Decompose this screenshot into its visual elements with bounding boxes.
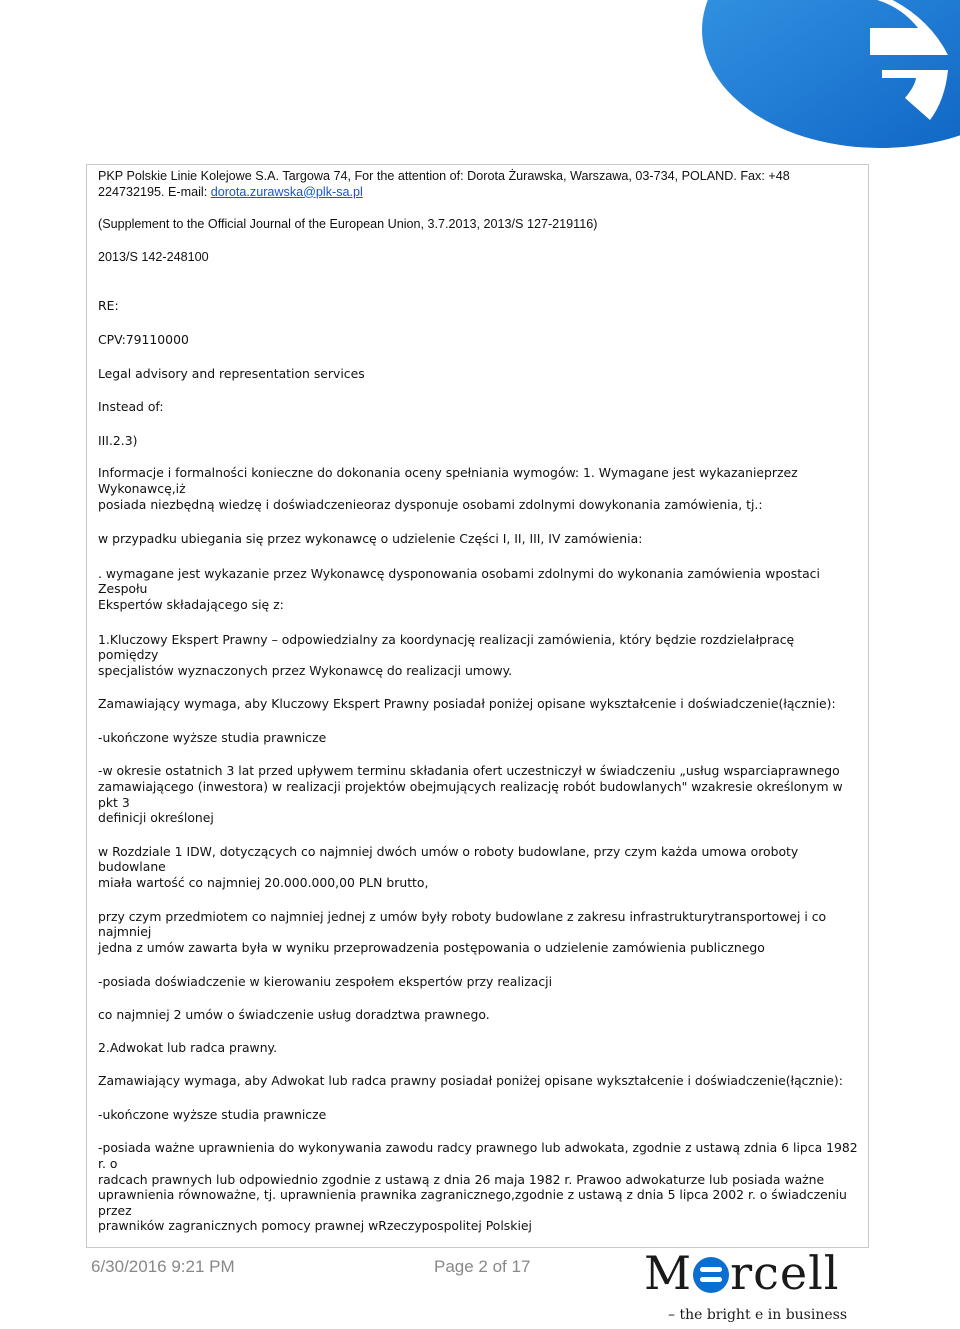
- paragraph-line: definicji określonej: [98, 810, 214, 826]
- footer-page-number: Page 2 of 17: [434, 1257, 531, 1276]
- paragraph-line: posiada niezbędną wiedzę i doświadczenieoraz dysponuje osobami zdolnymi dowykonania zamówienia, tj.:: [98, 496, 763, 512]
- instead-of-label: Instead of:: [98, 399, 164, 415]
- brand-e-icon: [693, 1257, 729, 1293]
- paragraph: [98, 1073, 858, 1089]
- paragraph: [98, 763, 858, 825]
- paragraph-line: co najmniej 2 umów o świadczenie usług doradztwa prawnego.: [98, 1007, 490, 1022]
- brand-wordmark-m: M: [644, 1246, 693, 1300]
- brand-tagline: – the bright e in business: [668, 1307, 848, 1323]
- requirements-text: [98, 465, 858, 1248]
- paragraph-line: zamawiającego (inwestora) w realizacji projektów obejmujących realizację robót budowlanych" wzakresie określonym w pkt 3: [98, 779, 843, 810]
- brand-name: [644, 1246, 840, 1300]
- paragraph: [98, 696, 858, 712]
- paragraph-line: jedna z umów zawarta była w wyniku przeprowadzenia postępowania o udzielenie zamówienia publicznego: [98, 939, 765, 955]
- brand-wordmark-rest: rcell: [730, 1246, 840, 1300]
- paragraph: [98, 844, 858, 891]
- cpv-code: CPV:79110000: [98, 331, 189, 347]
- paragraph-line: -posiada ważne uprawnienia do wykonywania zawodu radcy prawnego lub adwokata, zgodnie z ustawą zdnia 6 lipca 1982 r. o: [98, 1140, 858, 1171]
- paragraph-line: radcach prawnych lub odpowiednio zgodnie z ustawą z dnia 26 maja 1982 r. Prawoo adwokaturze lub posiada ważne: [98, 1171, 825, 1187]
- paragraph-line: w Rozdziale 1 IDW, dotyczących co najmniej dwóch umów o roboty budowlane, przy czym każda umowa oroboty budowlane: [98, 843, 799, 875]
- service-name: Legal advisory and representation services: [98, 365, 365, 381]
- contact-address: PKP Polskie Linie Kolejowe S.A. Targowa 74, For the attention of: Dorota Żurawska, Warszawa, 03-734, POLAND. Fax: +48 224732195. E-mail: dorota.zurawska@plk-sa.pl: [98, 169, 790, 199]
- paragraph: [98, 1107, 858, 1123]
- paragraph-line: Ekspertów składającego się z:: [98, 596, 284, 612]
- paragraph: [98, 1140, 858, 1234]
- paragraph-line: uprawnienia równoważne, tj. uprawnienia prawnika zagranicznego,zgodnie z ustawą z dnia 5 lipca 2002 r. o świadczeniu przez: [98, 1187, 847, 1218]
- notice-reference: 2013/S 142-248100: [98, 249, 209, 264]
- re-label: RE:: [98, 298, 119, 314]
- paragraph-line: Zamawiający wymaga, aby Adwokat lub radca prawny posiadał poniżej opisane wykształcenie i doświadczenie(łącznie):: [98, 1073, 843, 1089]
- paragraph-line: -posiada doświadczenie w kierowaniu zespołem ekspertów przy realizacji: [98, 974, 553, 990]
- paragraph-line: Informacje i formalności konieczne do dokonania oceny spełniania wymogów: 1. Wymagane jest wykazanieprzez Wykonawcę,iż: [98, 465, 798, 496]
- paragraph: [98, 531, 858, 547]
- paragraph: [98, 1040, 858, 1056]
- paragraph-line: Zamawiający wymaga, aby Kluczowy Ekspert Prawny posiadał poniżej opisane wykształcenie i doświadczenie(łącznie):: [98, 696, 836, 712]
- footer-datetime: 6/30/2016 9:21 PM: [91, 1257, 235, 1276]
- paragraph-line: -ukończone wyższe studia prawnicze: [98, 729, 327, 745]
- paragraph: [98, 465, 858, 512]
- paragraph: [98, 909, 858, 956]
- document-body: [98, 169, 858, 1248]
- paragraph-line: -ukończone wyższe studia prawnicze: [98, 1106, 327, 1122]
- paragraph-line: przy czym przedmiotem co najmniej jednej z umów były roboty budowlane z zakresu infrastrukturytransportowej i co najmniej: [98, 908, 827, 940]
- mercell-brand: [640, 1246, 875, 1326]
- paragraph-line: . wymagane jest wykazanie przez Wykonawcę dysponowania osobami zdolnymi do wykonania zamówienia wpostaci Zespołu: [98, 565, 820, 597]
- paragraph: [98, 730, 858, 746]
- paragraph: [98, 1007, 858, 1023]
- paragraph: [98, 974, 858, 990]
- paragraph-line: -w okresie ostatnich 3 lat przed upływem terminu składania ofert uczestniczył w świadczeniu „usług wsparciaprawnego: [98, 763, 840, 779]
- mercell-e-logo: [0, 0, 960, 160]
- supplement-reference: (Supplement to the Official Journal of the European Union, 3.7.2013, 2013/S 127-219116): [98, 217, 598, 232]
- section-number: III.2.3): [98, 432, 138, 448]
- paragraph-line: 2.Adwokat lub radca prawny.: [98, 1039, 278, 1055]
- paragraph-line: w przypadku ubiegania się przez wykonawcę o udzielenie Części I, II, III, IV zamówienia:: [98, 531, 643, 547]
- document-frame: [86, 164, 869, 1248]
- paragraph: [98, 566, 858, 613]
- paragraph-line: prawników zagranicznych pomocy prawnej wRzeczypospolitej Polskiej: [98, 1218, 532, 1234]
- email-link[interactable]: dorota.zurawska@plk-sa.pl: [210, 184, 363, 199]
- paragraph-line: specjalistów wyznaczonych przez Wykonawcę do realizacji umowy.: [98, 662, 513, 678]
- paragraph-line: miała wartość co najmniej 20.000.000,00 PLN brutto,: [98, 875, 429, 891]
- paragraph-line: 1.Kluczowy Ekspert Prawny – odpowiedzialny za koordynację realizacji zamówienia, który będzie rozdzielałpracę pomiędzy: [98, 631, 795, 663]
- paragraph: [98, 632, 858, 679]
